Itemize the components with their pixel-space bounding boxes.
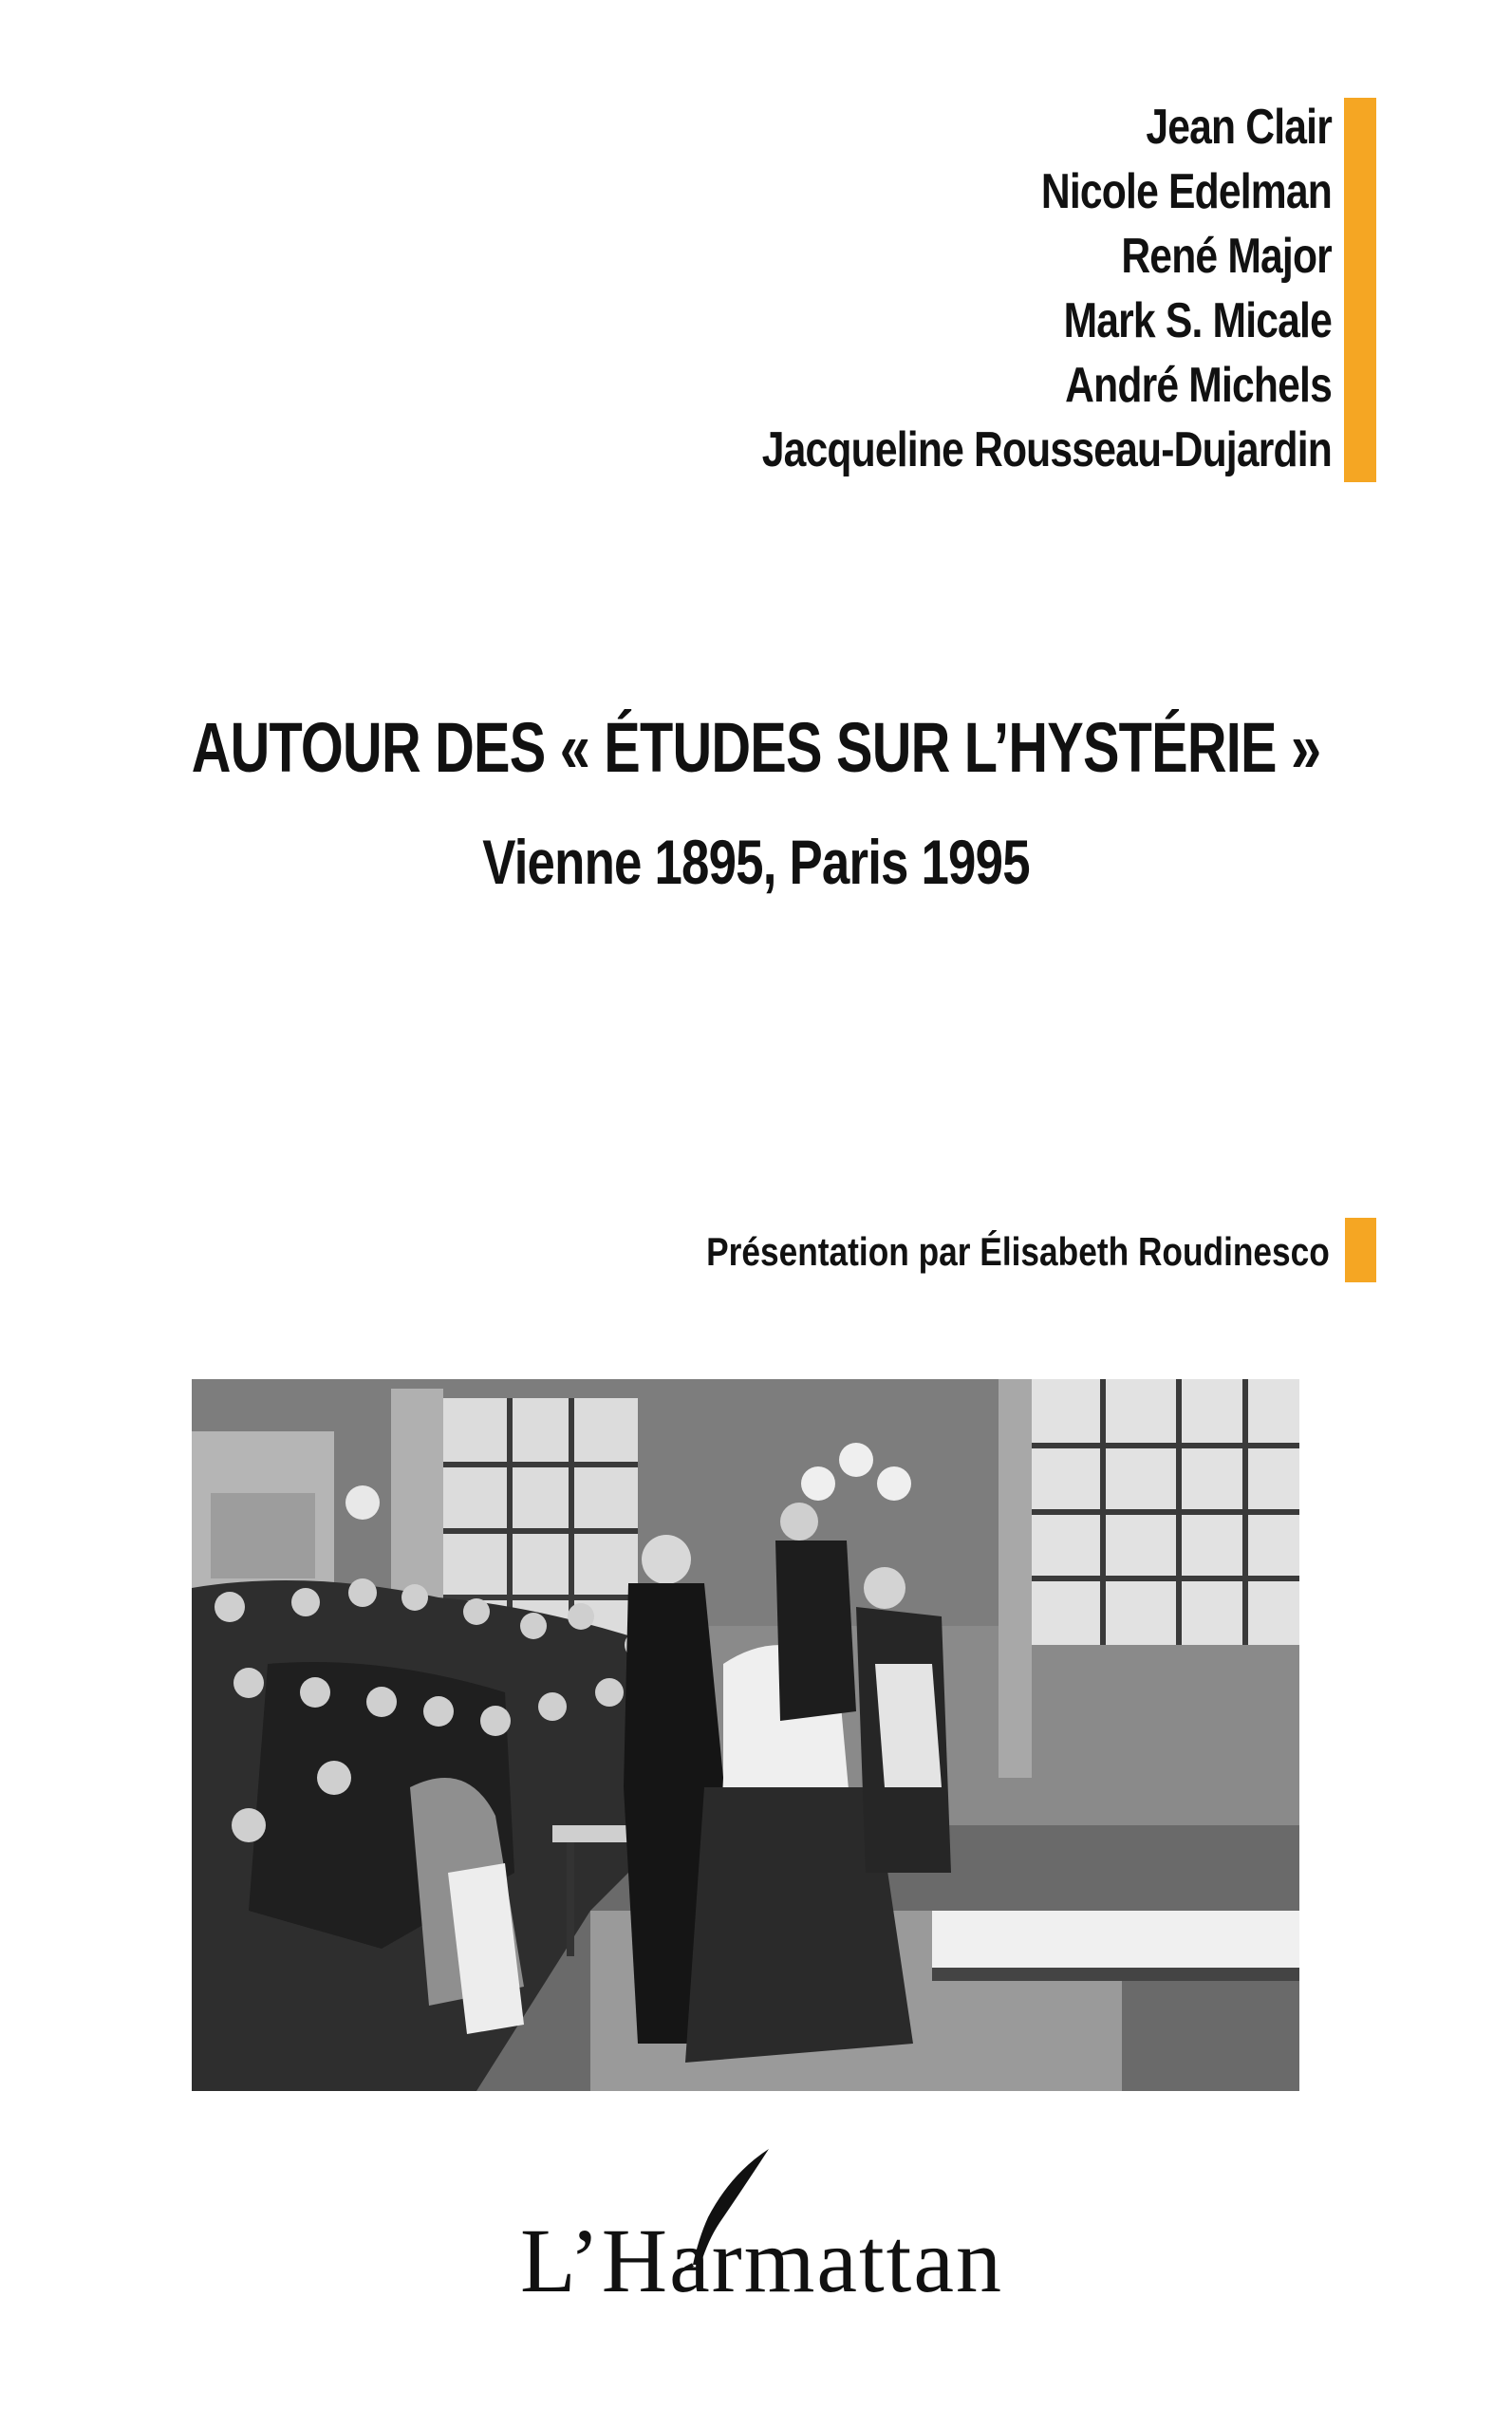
author-name: André Michels	[1065, 358, 1332, 413]
book-title: AUTOUR DES « ÉTUDES SUR L’HYSTÉRIE »	[191, 708, 1321, 787]
book-subtitle: Vienne 1895, Paris 1995	[482, 827, 1030, 897]
author-list	[762, 95, 1332, 482]
publisher-logo	[0, 2145, 1512, 2311]
author-name: Nicole Edelman	[1040, 164, 1332, 219]
cover-photograph	[192, 1379, 1299, 2091]
presentation-credit: Présentation par Élisabeth Roudinesco	[706, 1229, 1330, 1274]
author-name: Jacqueline Rousseau-Dujardin	[761, 422, 1332, 477]
author-name: Mark S. Micale	[1063, 293, 1332, 348]
author-name: Jean Clair	[1146, 100, 1332, 155]
author-name: René Major	[1121, 229, 1332, 284]
accent-square	[1345, 1218, 1376, 1282]
publisher-name: L’Harmattan	[520, 2210, 1003, 2311]
accent-bar	[1344, 98, 1376, 482]
